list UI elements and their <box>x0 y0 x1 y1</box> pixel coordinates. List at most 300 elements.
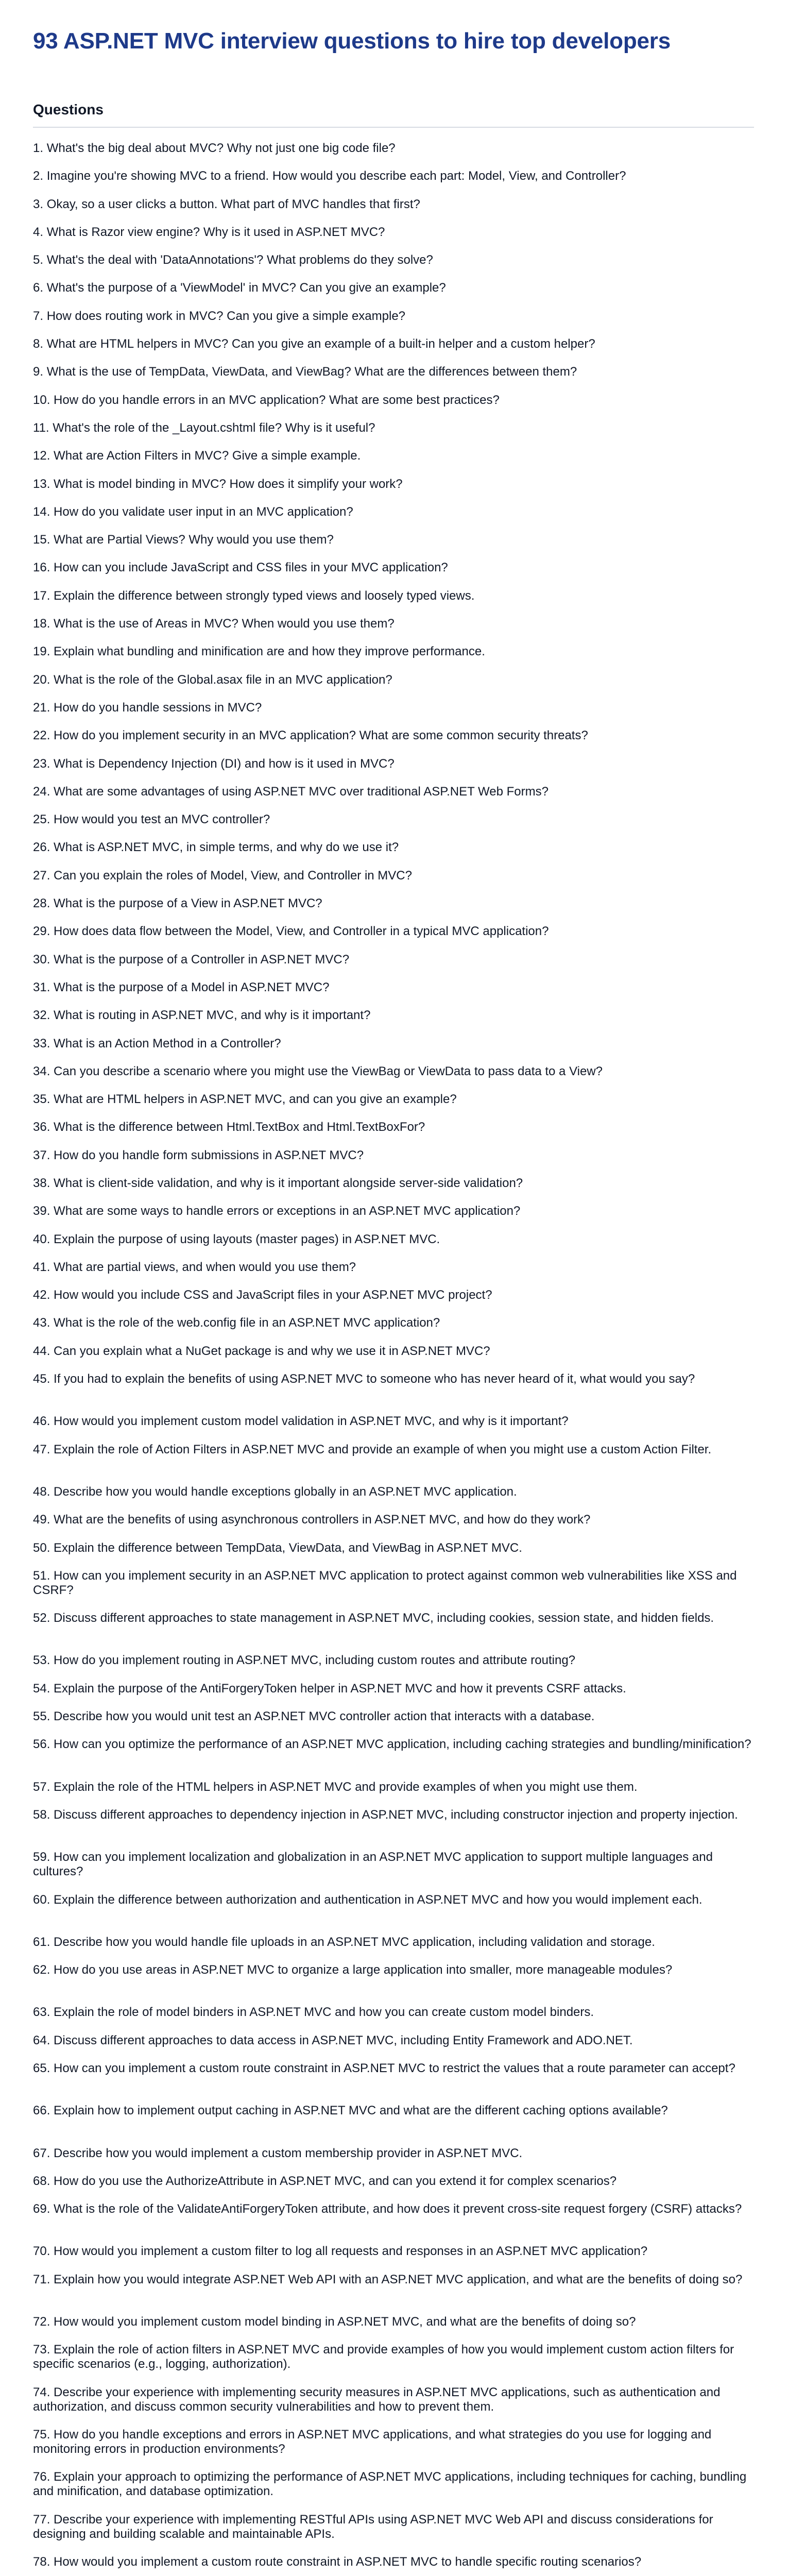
question-item <box>33 589 754 617</box>
question-label: Explain the difference between TempData, ViewData, and ViewBag in ASP.NET MVC. <box>54 1540 522 1555</box>
question-text <box>33 701 754 715</box>
question-label: What is Razor view engine? Why is it used in ASP.NET MVC? <box>46 225 385 239</box>
question-label: Explain the role of Action Filters in ASP.NET MVC and provide an example of when you might use a custom Action Filter. <box>54 1442 712 1456</box>
question-item <box>33 365 754 393</box>
question-text <box>33 2146 754 2161</box>
question-number: 43. <box>33 1316 50 1330</box>
question-label: What is the purpose of a Model in ASP.NET MVC? <box>54 980 330 994</box>
section-divider <box>33 127 754 128</box>
question-number: 12. <box>33 449 50 463</box>
question-number: 2. <box>33 169 44 183</box>
question-item <box>33 2428 754 2470</box>
question-list <box>33 141 754 2576</box>
question-text <box>33 309 754 324</box>
question-text <box>33 197 754 212</box>
question-item <box>33 1541 754 1569</box>
question-label: Can you describe a scenario where you might use the ViewBag or ViewData to pass data to a View? <box>54 1064 603 1078</box>
question-item <box>33 785 754 812</box>
question-text <box>33 141 754 156</box>
question-item <box>33 141 754 169</box>
question-item <box>33 1372 754 1414</box>
question-number: 76. <box>33 2470 50 2484</box>
question-item <box>33 1737 754 1780</box>
question-number: 17. <box>33 588 50 603</box>
question-text <box>33 757 754 771</box>
question-text <box>33 812 754 827</box>
question-text <box>33 673 754 687</box>
question-text <box>33 1008 754 1023</box>
question-number: 78. <box>33 2554 50 2569</box>
question-number: 72. <box>33 2315 50 2329</box>
question-item <box>33 225 754 253</box>
question-label: How do you validate user input in an MVC application? <box>54 504 353 519</box>
question-number: 32. <box>33 1008 50 1023</box>
question-text <box>33 1064 754 1079</box>
question-number: 60. <box>33 1892 50 1907</box>
question-number: 38. <box>33 1176 50 1190</box>
question-text <box>33 449 754 463</box>
question-label: What are some ways to handle errors or exceptions in an ASP.NET MVC application? <box>54 1204 521 1218</box>
question-label: What is the purpose of a View in ASP.NET MVC? <box>54 896 322 911</box>
question-number: 57. <box>33 1780 50 1794</box>
question-text <box>33 1260 754 1275</box>
question-text <box>33 1737 754 1752</box>
question-item <box>33 1808 754 1850</box>
question-label: What's the role of the _Layout.cshtml file? Why is it useful? <box>53 420 375 435</box>
question-item <box>33 2315 754 2343</box>
question-number: 39. <box>33 1204 50 1218</box>
question-number: 35. <box>33 1092 50 1107</box>
question-label: What is client-side validation, and why is it important alongside server-side validation? <box>54 1176 523 1190</box>
question-label: What is routing in ASP.NET MVC, and why is it important? <box>54 1008 371 1023</box>
question-number: 45. <box>33 1372 50 1386</box>
question-item <box>33 393 754 421</box>
question-text <box>33 1963 754 1977</box>
question-number: 31. <box>33 980 50 994</box>
question-number: 44. <box>33 1344 50 1358</box>
question-item <box>33 1513 754 1540</box>
question-number: 13. <box>33 477 50 491</box>
question-text <box>33 1569 754 1598</box>
question-number: 67. <box>33 2146 50 2160</box>
question-item <box>33 1611 754 1653</box>
question-item <box>33 1232 754 1260</box>
question-number: 51. <box>33 1568 50 1583</box>
question-text <box>33 393 754 408</box>
question-text <box>33 1204 754 1218</box>
question-item <box>33 449 754 477</box>
question-text <box>33 589 754 603</box>
question-label: How would you include CSS and JavaScript files in your ASP.NET MVC project? <box>54 1288 492 1302</box>
question-label: Explain the role of the HTML helpers in ASP.NET MVC and provide examples of when you might use them. <box>54 1780 638 1794</box>
question-text <box>33 1092 754 1107</box>
question-label: How would you implement custom model binding in ASP.NET MVC, and what are the benefits of doing so? <box>54 2315 636 2329</box>
question-label: Discuss different approaches to data access in ASP.NET MVC, including Entity Framework and ADO.NET. <box>54 2033 633 2047</box>
question-text <box>33 365 754 379</box>
question-number: 54. <box>33 1681 50 1696</box>
question-label: What is the use of Areas in MVC? When would you use them? <box>54 617 395 631</box>
question-text <box>33 1513 754 1527</box>
question-item <box>33 337 754 365</box>
question-label: What is the difference between Html.TextBox and Html.TextBoxFor? <box>54 1120 425 1134</box>
question-text <box>33 1414 754 1429</box>
question-item <box>33 2005 754 2033</box>
question-item <box>33 1850 754 1892</box>
question-number: 14. <box>33 504 50 519</box>
question-item <box>33 924 754 952</box>
question-text <box>33 1850 754 1879</box>
question-label: What's the big deal about MVC? Why not just one big code file? <box>46 141 396 155</box>
question-item <box>33 869 754 896</box>
question-label: What is the role of the Global.asax file in an MVC application? <box>54 672 392 687</box>
question-label: What are Action Filters in MVC? Give a simple example. <box>54 449 361 463</box>
question-item <box>33 1893 754 1935</box>
question-number: 48. <box>33 1484 50 1499</box>
question-item <box>33 309 754 337</box>
question-label: What is model binding in MVC? How does it simplify your work? <box>54 477 403 491</box>
question-item <box>33 1120 754 1148</box>
question-number: 34. <box>33 1064 50 1078</box>
question-number: 37. <box>33 1148 50 1162</box>
question-text <box>33 2343 754 2371</box>
question-item <box>33 1653 754 1681</box>
question-number: 19. <box>33 645 50 659</box>
question-text <box>33 785 754 799</box>
question-number: 50. <box>33 1540 50 1555</box>
question-label: How does routing work in MVC? Can you give a simple example? <box>46 309 406 323</box>
question-label: Describe your experience with implementing security measures in ASP.NET MVC applications, such as authentication and authorization, and discuss common security vulnerabilities and how to prevent them. <box>33 2385 721 2414</box>
question-number: 58. <box>33 1807 50 1822</box>
question-number: 15. <box>33 533 50 547</box>
question-item <box>33 812 754 840</box>
question-text <box>33 1176 754 1191</box>
question-label: What are the benefits of using asynchronous controllers in ASP.NET MVC, and how do they work? <box>54 1513 591 1527</box>
question-text <box>33 477 754 492</box>
question-number: 6. <box>33 281 44 295</box>
question-text <box>33 1682 754 1696</box>
question-label: How can you implement localization and globalization in an ASP.NET MVC application to support multiple languages and cultures? <box>33 1850 713 1879</box>
question-number: 66. <box>33 2104 50 2118</box>
question-text <box>33 1372 754 1386</box>
question-label: Explain how you would integrate ASP.NET Web API with an ASP.NET MVC application, and what are the benefits of doing so? <box>54 2272 743 2286</box>
question-item <box>33 2033 754 2061</box>
question-text <box>33 2470 754 2499</box>
question-number: 10. <box>33 393 50 407</box>
question-text <box>33 980 754 995</box>
question-label: Can you explain what a NuGet package is and why we use it in ASP.NET MVC? <box>54 1344 490 1358</box>
question-item <box>33 2146 754 2174</box>
question-number: 47. <box>33 1442 50 1456</box>
question-number: 75. <box>33 2427 50 2442</box>
question-number: 59. <box>33 1850 50 1865</box>
question-item <box>33 421 754 449</box>
question-number: 52. <box>33 1611 50 1625</box>
question-label: Discuss different approaches to dependency injection in ASP.NET MVC, including constructor injection and property injection. <box>54 1807 738 1822</box>
question-number: 24. <box>33 784 50 799</box>
question-item <box>33 617 754 645</box>
question-item <box>33 2470 754 2512</box>
question-item <box>33 2174 754 2202</box>
question-label: How can you implement a custom route constraint in ASP.NET MVC to restrict the values that a route parameter can accept? <box>54 2061 735 2075</box>
question-label: What is Dependency Injection (DI) and how is it used in MVC? <box>54 756 395 771</box>
question-label: Can you explain the roles of Model, View, and Controller in MVC? <box>54 868 412 883</box>
question-item <box>33 169 754 197</box>
question-label: What is the use of TempData, ViewData, and ViewBag? What are the differences between them? <box>46 365 577 379</box>
question-label: Describe how you would implement a custom membership provider in ASP.NET MVC. <box>54 2146 523 2160</box>
question-item <box>33 1092 754 1120</box>
question-label: Explain the difference between authorization and authentication in ASP.NET MVC and how you would implement each. <box>54 1892 703 1907</box>
question-item <box>33 1148 754 1176</box>
question-text <box>33 2174 754 2189</box>
question-label: How do you handle sessions in MVC? <box>54 700 262 715</box>
question-label: What is the purpose of a Controller in ASP.NET MVC? <box>54 952 350 967</box>
question-item <box>33 2104 754 2146</box>
question-label: How do you handle form submissions in ASP.NET MVC? <box>54 1148 364 1162</box>
question-number: 41. <box>33 1260 50 1274</box>
question-number: 61. <box>33 1935 50 1949</box>
question-label: What's the purpose of a 'ViewModel' in MVC? Can you give an example? <box>46 281 446 295</box>
question-label: Explain the difference between strongly typed views and loosely typed views. <box>54 588 475 603</box>
question-item <box>33 2202 754 2244</box>
question-label: How does data flow between the Model, View, and Controller in a typical MVC application? <box>54 924 549 939</box>
question-item <box>33 281 754 309</box>
question-number: 62. <box>33 1963 50 1977</box>
question-text <box>33 337 754 351</box>
question-text <box>33 1120 754 1134</box>
question-item <box>33 2061 754 2104</box>
question-text <box>33 225 754 240</box>
question-number: 40. <box>33 1232 50 1246</box>
question-number: 11. <box>33 420 49 435</box>
question-item <box>33 840 754 868</box>
question-label: Describe how you would handle exceptions globally in an ASP.NET MVC application. <box>54 1484 517 1499</box>
question-text <box>33 2244 754 2259</box>
question-label: How do you handle exceptions and errors in ASP.NET MVC applications, and what strategies do you use for logging and monitoring errors in production environments? <box>33 2427 712 2456</box>
question-number: 4. <box>33 225 44 239</box>
question-item <box>33 197 754 225</box>
question-item <box>33 1288 754 1316</box>
question-label: Describe your experience with implementing RESTful APIs using ASP.NET MVC Web API and discuss considerations for designing and building scalable and maintainable APIs. <box>33 2512 713 2541</box>
question-number: 8. <box>33 337 44 351</box>
question-item <box>33 673 754 701</box>
question-text <box>33 2428 754 2456</box>
question-label: Explain the purpose of the AntiForgeryToken helper in ASP.NET MVC and how it prevents CSRF attacks. <box>54 1681 626 1696</box>
question-number: 18. <box>33 617 50 631</box>
question-text <box>33 2202 754 2216</box>
question-text <box>33 2005 754 2020</box>
question-label: How do you handle errors in an MVC application? What are some best practices? <box>54 393 500 407</box>
question-number: 30. <box>33 952 50 967</box>
question-label: How would you implement a custom route constraint in ASP.NET MVC to handle specific routing scenarios? <box>54 2554 642 2569</box>
question-number: 16. <box>33 561 50 575</box>
question-text <box>33 169 754 183</box>
question-number: 56. <box>33 1737 50 1752</box>
question-item <box>33 2385 754 2428</box>
question-item <box>33 728 754 756</box>
question-label: Explain what bundling and minification are and how they improve performance. <box>54 645 485 659</box>
question-item <box>33 1344 754 1372</box>
question-text <box>33 2385 754 2414</box>
question-label: What is the role of the ValidateAntiForgeryToken attribute, and how does it prevent cross-site request forgery (CSRF) attacks? <box>54 2202 742 2216</box>
question-label: Explain the role of model binders in ASP.NET MVC and how you can create custom model binders. <box>54 2005 594 2020</box>
question-number: 33. <box>33 1036 50 1050</box>
question-item <box>33 1935 754 1963</box>
question-text <box>33 2104 754 2118</box>
question-text <box>33 2273 754 2287</box>
question-item <box>33 1963 754 2005</box>
question-text <box>33 1611 754 1625</box>
question-text <box>33 2061 754 2076</box>
question-number: 71. <box>33 2272 50 2286</box>
question-label: How do you implement security in an MVC application? What are some common security threats? <box>54 728 588 743</box>
question-label: If you had to explain the benefits of using ASP.NET MVC to someone who has never heard of it, what would you say? <box>54 1372 695 1386</box>
question-text <box>33 1037 754 1051</box>
question-label: What is ASP.NET MVC, in simple terms, and why do we use it? <box>54 840 399 855</box>
question-text <box>33 617 754 631</box>
question-text <box>33 1443 754 1457</box>
question-number: 28. <box>33 896 50 911</box>
question-text <box>33 2315 754 2329</box>
question-item <box>33 2555 754 2576</box>
question-label: Describe how you would handle file uploads in an ASP.NET MVC application, including validation and storage. <box>54 1935 655 1949</box>
question-number: 25. <box>33 812 50 827</box>
question-item <box>33 1780 754 1808</box>
question-number: 73. <box>33 2343 50 2357</box>
question-number: 27. <box>33 868 50 883</box>
question-item <box>33 1485 754 1513</box>
question-label: Explain the purpose of using layouts (master pages) in ASP.NET MVC. <box>54 1232 440 1246</box>
question-item <box>33 253 754 281</box>
question-text <box>33 869 754 883</box>
question-number: 5. <box>33 253 44 267</box>
question-item <box>33 2244 754 2272</box>
question-number: 23. <box>33 756 50 771</box>
question-text <box>33 1808 754 1822</box>
question-item <box>33 1316 754 1344</box>
question-number: 46. <box>33 1414 50 1429</box>
section-heading: Questions <box>33 101 104 117</box>
question-text <box>33 1288 754 1302</box>
question-item <box>33 1064 754 1092</box>
question-number: 36. <box>33 1120 50 1134</box>
question-item <box>33 645 754 672</box>
question-label: Imagine you're showing MVC to a friend. How would you describe each part: Model, View, and Controller? <box>46 169 626 183</box>
question-text <box>33 1653 754 1668</box>
question-number: 65. <box>33 2061 50 2075</box>
question-item <box>33 980 754 1008</box>
question-number: 1. <box>33 141 44 155</box>
question-label: What are Partial Views? Why would you use them? <box>54 533 334 547</box>
question-text <box>33 2513 754 2541</box>
question-text <box>33 1148 754 1163</box>
question-label: How would you test an MVC controller? <box>54 812 270 827</box>
question-item <box>33 561 754 588</box>
question-text <box>33 1316 754 1330</box>
question-number: 64. <box>33 2033 50 2047</box>
question-item <box>33 1008 754 1036</box>
page-title: 93 ASP.NET MVC interview questions to hire top developers <box>33 28 671 54</box>
question-text <box>33 421 754 435</box>
question-item <box>33 1569 754 1611</box>
question-label: What are some advantages of using ASP.NET MVC over traditional ASP.NET Web Forms? <box>54 784 549 799</box>
question-text <box>33 2033 754 2048</box>
question-label: Explain how to implement output caching in ASP.NET MVC and what are the different caching options available? <box>54 2104 668 2118</box>
question-number: 68. <box>33 2174 50 2188</box>
question-text <box>33 1893 754 1907</box>
question-text <box>33 840 754 855</box>
question-item <box>33 2273 754 2315</box>
question-item <box>33 533 754 561</box>
question-label: What's the deal with 'DataAnnotations'? What problems do they solve? <box>46 253 433 267</box>
question-item <box>33 1682 754 1709</box>
question-number: 69. <box>33 2202 50 2216</box>
question-text <box>33 253 754 267</box>
question-item <box>33 477 754 505</box>
question-label: Explain the role of action filters in ASP.NET MVC and provide examples of how you would implement custom action filters for specific scenarios (e.g., logging, authorization). <box>33 2343 734 2371</box>
question-number: 55. <box>33 1709 50 1724</box>
question-label: How can you include JavaScript and CSS files in your MVC application? <box>54 561 448 575</box>
question-label: How can you implement security in an ASP.NET MVC application to protect against common web vulnerabilities like XSS and CSRF? <box>33 1568 737 1597</box>
question-number: 22. <box>33 728 50 743</box>
question-number: 9. <box>33 365 44 379</box>
question-text <box>33 953 754 967</box>
question-text <box>33 1485 754 1499</box>
question-text <box>33 645 754 659</box>
question-label: How would you implement a custom filter to log all requests and responses in an ASP.NET MVC application? <box>54 2244 648 2259</box>
question-number: 7. <box>33 309 44 323</box>
question-text <box>33 728 754 743</box>
question-item <box>33 505 754 533</box>
question-item <box>33 1443 754 1485</box>
question-number: 77. <box>33 2512 50 2527</box>
question-number: 42. <box>33 1288 50 1302</box>
question-text <box>33 505 754 519</box>
question-item <box>33 1709 754 1737</box>
question-text <box>33 924 754 939</box>
question-number: 29. <box>33 924 50 939</box>
question-label: What are HTML helpers in MVC? Can you give an example of a built-in helper and a custom helper? <box>46 337 595 351</box>
question-item <box>33 2343 754 2385</box>
question-label: How would you implement custom model validation in ASP.NET MVC, and why is it important? <box>54 1414 569 1429</box>
question-text <box>33 1709 754 1724</box>
question-label: How can you optimize the performance of an ASP.NET MVC application, including caching strategies and bundling/minification? <box>54 1737 751 1752</box>
question-number: 63. <box>33 2005 50 2020</box>
question-label: How do you use the AuthorizeAttribute in ASP.NET MVC, and can you extend it for complex scenarios? <box>54 2174 617 2188</box>
question-item <box>33 1037 754 1064</box>
question-number: 49. <box>33 1513 50 1527</box>
question-text <box>33 1541 754 1555</box>
question-text <box>33 1935 754 1950</box>
question-label: How do you use areas in ASP.NET MVC to organize a large application into smaller, more manageable modules? <box>54 1963 673 1977</box>
question-number: 20. <box>33 672 50 687</box>
question-label: What is the role of the web.config file in an ASP.NET MVC application? <box>54 1316 440 1330</box>
question-number: 21. <box>33 700 50 715</box>
question-item <box>33 953 754 980</box>
question-item <box>33 2513 754 2555</box>
question-text <box>33 1780 754 1794</box>
question-label: What are HTML helpers in ASP.NET MVC, and can you give an example? <box>54 1092 457 1107</box>
question-number: 53. <box>33 1653 50 1668</box>
question-label: Explain your approach to optimizing the performance of ASP.NET MVC applications, including techniques for caching, bundling and minification, and database optimization. <box>33 2470 747 2499</box>
question-text <box>33 896 754 911</box>
question-label: Describe how you would unit test an ASP.NET MVC controller action that interacts with a database. <box>54 1709 595 1724</box>
question-label: Okay, so a user clicks a button. What part of MVC handles that first? <box>46 197 420 211</box>
question-item <box>33 1260 754 1288</box>
question-item <box>33 896 754 924</box>
question-number: 74. <box>33 2385 50 2399</box>
question-text <box>33 281 754 295</box>
question-number: 3. <box>33 197 44 211</box>
